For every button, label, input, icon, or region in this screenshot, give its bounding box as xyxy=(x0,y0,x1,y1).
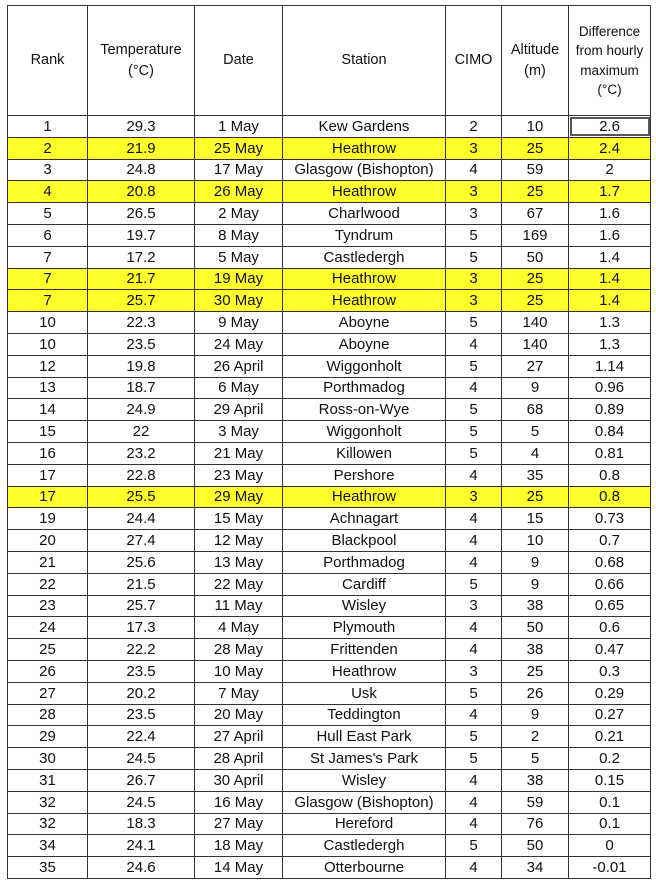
cell-station[interactable]: Porthmadog xyxy=(283,377,446,399)
cell-cimo[interactable]: 5 xyxy=(446,355,502,377)
cell-date[interactable]: 6 May xyxy=(195,377,283,399)
cell-temperature[interactable]: 19.7 xyxy=(88,224,195,246)
cell-difference[interactable]: 0.47 xyxy=(569,639,651,661)
cell-station[interactable]: Tyndrum xyxy=(283,224,446,246)
cell-date[interactable]: 12 May xyxy=(195,530,283,552)
header-temperature[interactable]: Temperature (°C) xyxy=(88,6,195,116)
table-row xyxy=(8,508,651,530)
cell-temperature[interactable]: 17.2 xyxy=(88,246,195,268)
cell-station[interactable]: Aboyne xyxy=(283,333,446,355)
cell-rank[interactable]: 32 xyxy=(8,813,88,835)
cell-date[interactable]: 1 May xyxy=(195,116,283,138)
table-row xyxy=(8,595,651,617)
cell-difference[interactable]: 1.4 xyxy=(569,246,651,268)
cell-station[interactable]: Pershore xyxy=(283,464,446,486)
cell-rank[interactable]: 24 xyxy=(8,617,88,639)
table-row xyxy=(8,290,651,312)
header-difference[interactable]: Difference from hourly maximum (°C) xyxy=(569,6,651,116)
cell-temperature[interactable]: 20.2 xyxy=(88,682,195,704)
table-row xyxy=(8,377,651,399)
table-row xyxy=(8,486,651,508)
cell-difference[interactable]: 0.15 xyxy=(569,769,651,791)
table-row xyxy=(8,333,651,355)
cell-altitude[interactable]: 15 xyxy=(502,508,569,530)
cell-difference[interactable]: 0.27 xyxy=(569,704,651,726)
cell-cimo[interactable]: 3 xyxy=(446,203,502,225)
header-rank[interactable]: Rank xyxy=(8,6,88,116)
cell-difference[interactable]: 0.1 xyxy=(569,791,651,813)
cell-cimo[interactable]: 4 xyxy=(446,551,502,573)
cell-rank[interactable]: 7 xyxy=(8,246,88,268)
header-station[interactable]: Station xyxy=(283,6,446,116)
cell-station[interactable]: Killowen xyxy=(283,442,446,464)
cell-difference[interactable]: 1.3 xyxy=(569,333,651,355)
cell-station[interactable]: Heathrow xyxy=(283,290,446,312)
cell-temperature[interactable]: 21.7 xyxy=(88,268,195,290)
cell-date[interactable]: 30 May xyxy=(195,290,283,312)
cell-station[interactable]: Castledergh xyxy=(283,246,446,268)
cell-cimo[interactable]: 2 xyxy=(446,116,502,138)
table-row xyxy=(8,203,651,225)
cell-rank[interactable]: 19 xyxy=(8,508,88,530)
cell-cimo[interactable]: 3 xyxy=(446,137,502,159)
cell-difference[interactable]: 0.21 xyxy=(569,726,651,748)
cell-cimo[interactable]: 4 xyxy=(446,333,502,355)
cell-difference[interactable]: 1.4 xyxy=(569,290,651,312)
cell-station[interactable]: Aboyne xyxy=(283,312,446,334)
cell-station[interactable]: Heathrow xyxy=(283,486,446,508)
cell-cimo[interactable]: 3 xyxy=(446,181,502,203)
table-row xyxy=(8,791,651,813)
cell-temperature[interactable]: 21.5 xyxy=(88,573,195,595)
cell-altitude[interactable]: 26 xyxy=(502,682,569,704)
cell-temperature[interactable]: 25.5 xyxy=(88,486,195,508)
table-row xyxy=(8,726,651,748)
table-row xyxy=(8,421,651,443)
cell-rank[interactable]: 1 xyxy=(8,116,88,138)
cell-cimo[interactable]: 3 xyxy=(446,290,502,312)
cell-difference[interactable]: 0.29 xyxy=(569,682,651,704)
cell-date[interactable]: 18 May xyxy=(195,835,283,857)
cell-temperature[interactable]: 23.5 xyxy=(88,660,195,682)
cell-rank[interactable]: 29 xyxy=(8,726,88,748)
table-row xyxy=(8,530,651,552)
table-row xyxy=(8,355,651,377)
cell-difference[interactable]: 0.68 xyxy=(569,551,651,573)
cell-altitude[interactable]: 10 xyxy=(502,116,569,138)
cell-date[interactable]: 7 May xyxy=(195,682,283,704)
cell-station[interactable]: Heathrow xyxy=(283,660,446,682)
cell-cimo[interactable]: 4 xyxy=(446,377,502,399)
cell-station[interactable]: Teddington xyxy=(283,704,446,726)
cell-cimo[interactable]: 3 xyxy=(446,486,502,508)
cell-cimo[interactable]: 4 xyxy=(446,704,502,726)
cell-station[interactable]: Achnagart xyxy=(283,508,446,530)
cell-difference[interactable]: 1.6 xyxy=(569,224,651,246)
cell-cimo[interactable]: 4 xyxy=(446,508,502,530)
cell-temperature[interactable]: 24.9 xyxy=(88,399,195,421)
cell-rank[interactable]: 17 xyxy=(8,464,88,486)
cell-station[interactable]: Wisley xyxy=(283,595,446,617)
cell-date[interactable]: 3 May xyxy=(195,421,283,443)
cell-date[interactable]: 24 May xyxy=(195,333,283,355)
table-row xyxy=(8,181,651,203)
cell-altitude[interactable]: 9 xyxy=(502,551,569,573)
table-row xyxy=(8,748,651,770)
cell-station[interactable]: Plymouth xyxy=(283,617,446,639)
cell-altitude[interactable]: 76 xyxy=(502,813,569,835)
cell-cimo[interactable]: 5 xyxy=(446,312,502,334)
table-row xyxy=(8,268,651,290)
cell-cimo[interactable]: 5 xyxy=(446,421,502,443)
cell-cimo[interactable]: 4 xyxy=(446,791,502,813)
table-row xyxy=(8,116,651,138)
cell-station[interactable]: Wiggonholt xyxy=(283,355,446,377)
table-row xyxy=(8,224,651,246)
cell-altitude[interactable]: 27 xyxy=(502,355,569,377)
cell-rank[interactable]: 7 xyxy=(8,290,88,312)
cell-cimo[interactable]: 5 xyxy=(446,399,502,421)
cell-altitude[interactable]: 9 xyxy=(502,573,569,595)
cell-difference[interactable]: 0 xyxy=(569,835,651,857)
cell-cimo[interactable]: 3 xyxy=(446,268,502,290)
cell-rank[interactable]: 15 xyxy=(8,421,88,443)
table-row xyxy=(8,399,651,421)
table-row xyxy=(8,617,651,639)
cell-temperature[interactable]: 21.9 xyxy=(88,137,195,159)
cell-cimo[interactable]: 4 xyxy=(446,159,502,181)
table-row xyxy=(8,835,651,857)
cell-altitude[interactable]: 2 xyxy=(502,726,569,748)
table-row xyxy=(8,246,651,268)
cell-temperature[interactable]: 22.4 xyxy=(88,726,195,748)
cell-difference[interactable]: 0.3 xyxy=(569,660,651,682)
cell-rank[interactable]: 21 xyxy=(8,551,88,573)
header-date[interactable]: Date xyxy=(195,6,283,116)
cell-station[interactable]: Glasgow (Bishopton) xyxy=(283,791,446,813)
cell-temperature[interactable]: 24.4 xyxy=(88,508,195,530)
cell-altitude[interactable]: 59 xyxy=(502,159,569,181)
cell-date[interactable]: 2 May xyxy=(195,203,283,225)
cell-temperature[interactable]: 17.3 xyxy=(88,617,195,639)
cell-rank[interactable]: 23 xyxy=(8,595,88,617)
cell-rank[interactable]: 4 xyxy=(8,181,88,203)
cell-cimo[interactable]: 4 xyxy=(446,639,502,661)
cell-altitude[interactable]: 50 xyxy=(502,246,569,268)
cell-station[interactable]: Heathrow xyxy=(283,181,446,203)
table-row xyxy=(8,159,651,181)
cell-altitude[interactable]: 25 xyxy=(502,290,569,312)
cell-altitude[interactable]: 59 xyxy=(502,791,569,813)
cell-date[interactable]: 30 April xyxy=(195,769,283,791)
cell-difference[interactable]: 0.73 xyxy=(569,508,651,530)
cell-temperature[interactable]: 18.3 xyxy=(88,813,195,835)
table-row xyxy=(8,769,651,791)
table-row xyxy=(8,312,651,334)
cell-rank[interactable]: 27 xyxy=(8,682,88,704)
cell-temperature[interactable]: 24.5 xyxy=(88,791,195,813)
cell-altitude[interactable]: 25 xyxy=(502,181,569,203)
cell-difference[interactable]: 2.6 xyxy=(569,116,651,138)
cell-difference[interactable]: 0.66 xyxy=(569,573,651,595)
cell-station[interactable]: Ross-on-Wye xyxy=(283,399,446,421)
cell-altitude[interactable]: 25 xyxy=(502,660,569,682)
cell-rank[interactable]: 34 xyxy=(8,835,88,857)
cell-temperature[interactable]: 23.2 xyxy=(88,442,195,464)
cell-station[interactable]: Hereford xyxy=(283,813,446,835)
cell-rank[interactable]: 3 xyxy=(8,159,88,181)
table-row xyxy=(8,442,651,464)
cell-cimo[interactable]: 5 xyxy=(446,748,502,770)
cell-altitude[interactable]: 169 xyxy=(502,224,569,246)
cell-temperature[interactable]: 24.6 xyxy=(88,857,195,879)
cell-date[interactable]: 29 April xyxy=(195,399,283,421)
cell-cimo[interactable]: 5 xyxy=(446,442,502,464)
cell-altitude[interactable]: 25 xyxy=(502,268,569,290)
cell-date[interactable]: 9 May xyxy=(195,312,283,334)
cell-station[interactable]: Heathrow xyxy=(283,268,446,290)
cell-altitude[interactable]: 25 xyxy=(502,486,569,508)
cell-altitude[interactable]: 140 xyxy=(502,333,569,355)
cell-date[interactable]: 27 April xyxy=(195,726,283,748)
cell-altitude[interactable]: 5 xyxy=(502,748,569,770)
cell-temperature[interactable]: 29.3 xyxy=(88,116,195,138)
cell-date[interactable]: 13 May xyxy=(195,551,283,573)
cell-difference[interactable]: 1.4 xyxy=(569,268,651,290)
cell-date[interactable]: 16 May xyxy=(195,791,283,813)
cell-station[interactable]: Frittenden xyxy=(283,639,446,661)
temperature-ranking-table xyxy=(7,5,651,879)
cell-difference[interactable]: 0.6 xyxy=(569,617,651,639)
cell-rank[interactable]: 17 xyxy=(8,486,88,508)
cell-date[interactable]: 28 May xyxy=(195,639,283,661)
header-altitude[interactable]: Altitude (m) xyxy=(502,6,569,116)
cell-station[interactable]: Cardiff xyxy=(283,573,446,595)
cell-altitude[interactable]: 9 xyxy=(502,704,569,726)
table-row xyxy=(8,660,651,682)
cell-date[interactable]: 19 May xyxy=(195,268,283,290)
cell-temperature[interactable]: 18.7 xyxy=(88,377,195,399)
cell-temperature[interactable]: 24.8 xyxy=(88,159,195,181)
cell-station[interactable]: Heathrow xyxy=(283,137,446,159)
cell-date[interactable]: 23 May xyxy=(195,464,283,486)
cell-date[interactable]: 22 May xyxy=(195,573,283,595)
cell-station[interactable]: Kew Gardens xyxy=(283,116,446,138)
table-row xyxy=(8,682,651,704)
header-cimo[interactable]: CIMO xyxy=(446,6,502,116)
cell-date[interactable]: 27 May xyxy=(195,813,283,835)
cell-rank[interactable]: 12 xyxy=(8,355,88,377)
cell-rank[interactable]: 31 xyxy=(8,769,88,791)
cell-difference[interactable]: 2 xyxy=(569,159,651,181)
cell-difference[interactable]: 0.8 xyxy=(569,486,651,508)
cell-cimo[interactable]: 4 xyxy=(446,530,502,552)
cell-station[interactable]: Blackpool xyxy=(283,530,446,552)
cell-rank[interactable]: 25 xyxy=(8,639,88,661)
cell-rank[interactable]: 20 xyxy=(8,530,88,552)
cell-temperature[interactable]: 25.6 xyxy=(88,551,195,573)
cell-rank[interactable]: 35 xyxy=(8,857,88,879)
cell-station[interactable]: Charlwood xyxy=(283,203,446,225)
cell-temperature[interactable]: 26.7 xyxy=(88,769,195,791)
table-row xyxy=(8,464,651,486)
cell-rank[interactable]: 16 xyxy=(8,442,88,464)
cell-difference[interactable]: 1.14 xyxy=(569,355,651,377)
cell-difference[interactable]: 0.8 xyxy=(569,464,651,486)
cell-temperature[interactable]: 23.5 xyxy=(88,333,195,355)
cell-rank[interactable]: 30 xyxy=(8,748,88,770)
cell-cimo[interactable]: 5 xyxy=(446,246,502,268)
cell-altitude[interactable]: 68 xyxy=(502,399,569,421)
cell-difference[interactable]: 1.3 xyxy=(569,312,651,334)
cell-difference[interactable]: 2.4 xyxy=(569,137,651,159)
cell-temperature[interactable]: 22.3 xyxy=(88,312,195,334)
cell-cimo[interactable]: 5 xyxy=(446,726,502,748)
cell-date[interactable]: 4 May xyxy=(195,617,283,639)
cell-cimo[interactable]: 5 xyxy=(446,224,502,246)
cell-cimo[interactable]: 4 xyxy=(446,813,502,835)
cell-cimo[interactable]: 4 xyxy=(446,769,502,791)
cell-date[interactable]: 14 May xyxy=(195,857,283,879)
cell-station[interactable]: Wisley xyxy=(283,769,446,791)
cell-temperature[interactable]: 24.5 xyxy=(88,748,195,770)
table-row xyxy=(8,137,651,159)
cell-rank[interactable]: 5 xyxy=(8,203,88,225)
cell-temperature[interactable]: 27.4 xyxy=(88,530,195,552)
cell-altitude[interactable]: 50 xyxy=(502,617,569,639)
cell-date[interactable]: 21 May xyxy=(195,442,283,464)
cell-difference[interactable]: 0.1 xyxy=(569,813,651,835)
header-row xyxy=(8,6,651,116)
spreadsheet-table-container xyxy=(7,5,651,879)
cell-cimo[interactable]: 4 xyxy=(446,617,502,639)
cell-altitude[interactable]: 25 xyxy=(502,137,569,159)
cell-altitude[interactable]: 5 xyxy=(502,421,569,443)
cell-altitude[interactable]: 38 xyxy=(502,769,569,791)
cell-rank[interactable]: 26 xyxy=(8,660,88,682)
cell-difference[interactable]: 1.7 xyxy=(569,181,651,203)
cell-rank[interactable]: 14 xyxy=(8,399,88,421)
table-row xyxy=(8,551,651,573)
cell-altitude[interactable]: 34 xyxy=(502,857,569,879)
cell-temperature[interactable]: 25.7 xyxy=(88,290,195,312)
table-body xyxy=(8,116,651,879)
cell-difference[interactable]: 0.65 xyxy=(569,595,651,617)
cell-altitude[interactable]: 38 xyxy=(502,595,569,617)
cell-date[interactable]: 17 May xyxy=(195,159,283,181)
cell-date[interactable]: 11 May xyxy=(195,595,283,617)
cell-station[interactable]: Hull East Park xyxy=(283,726,446,748)
table-row xyxy=(8,813,651,835)
cell-date[interactable]: 28 April xyxy=(195,748,283,770)
cell-station[interactable]: Wiggonholt xyxy=(283,421,446,443)
cell-station[interactable]: Otterbourne xyxy=(283,857,446,879)
cell-temperature[interactable]: 26.5 xyxy=(88,203,195,225)
cell-date[interactable]: 25 May xyxy=(195,137,283,159)
cell-date[interactable]: 20 May xyxy=(195,704,283,726)
cell-rank[interactable]: 10 xyxy=(8,312,88,334)
cell-altitude[interactable]: 67 xyxy=(502,203,569,225)
table-row xyxy=(8,639,651,661)
cell-date[interactable]: 26 May xyxy=(195,181,283,203)
cell-cimo[interactable]: 4 xyxy=(446,857,502,879)
cell-altitude[interactable]: 38 xyxy=(502,639,569,661)
cell-temperature[interactable]: 24.1 xyxy=(88,835,195,857)
cell-rank[interactable]: 2 xyxy=(8,137,88,159)
cell-altitude[interactable]: 9 xyxy=(502,377,569,399)
cell-difference[interactable]: 0.84 xyxy=(569,421,651,443)
table-row xyxy=(8,857,651,879)
cell-cimo[interactable]: 3 xyxy=(446,595,502,617)
cell-temperature[interactable]: 23.5 xyxy=(88,704,195,726)
cell-temperature[interactable]: 22.2 xyxy=(88,639,195,661)
cell-difference[interactable]: 0.89 xyxy=(569,399,651,421)
cell-difference[interactable]: 1.6 xyxy=(569,203,651,225)
cell-temperature[interactable]: 19.8 xyxy=(88,355,195,377)
cell-difference[interactable]: 0.96 xyxy=(569,377,651,399)
cell-altitude[interactable]: 10 xyxy=(502,530,569,552)
cell-difference[interactable]: -0.01 xyxy=(569,857,651,879)
cell-station[interactable]: St James's Park xyxy=(283,748,446,770)
cell-date[interactable]: 5 May xyxy=(195,246,283,268)
cell-cimo[interactable]: 5 xyxy=(446,835,502,857)
cell-rank[interactable]: 13 xyxy=(8,377,88,399)
cell-cimo[interactable]: 5 xyxy=(446,682,502,704)
cell-altitude[interactable]: 140 xyxy=(502,312,569,334)
cell-station[interactable]: Castledergh xyxy=(283,835,446,857)
cell-station[interactable]: Porthmadog xyxy=(283,551,446,573)
cell-difference[interactable]: 0.81 xyxy=(569,442,651,464)
cell-date[interactable]: 29 May xyxy=(195,486,283,508)
cell-temperature[interactable]: 22.8 xyxy=(88,464,195,486)
cell-station[interactable]: Usk xyxy=(283,682,446,704)
cell-date[interactable]: 15 May xyxy=(195,508,283,530)
cell-difference[interactable]: 0.7 xyxy=(569,530,651,552)
cell-cimo[interactable]: 3 xyxy=(446,660,502,682)
cell-rank[interactable]: 22 xyxy=(8,573,88,595)
cell-altitude[interactable]: 35 xyxy=(502,464,569,486)
cell-rank[interactable]: 32 xyxy=(8,791,88,813)
cell-altitude[interactable]: 50 xyxy=(502,835,569,857)
cell-rank[interactable]: 6 xyxy=(8,224,88,246)
cell-temperature[interactable]: 22 xyxy=(88,421,195,443)
cell-temperature[interactable]: 25.7 xyxy=(88,595,195,617)
table-row xyxy=(8,704,651,726)
cell-rank[interactable]: 7 xyxy=(8,268,88,290)
cell-date[interactable]: 10 May xyxy=(195,660,283,682)
cell-cimo[interactable]: 5 xyxy=(446,573,502,595)
cell-rank[interactable]: 10 xyxy=(8,333,88,355)
cell-altitude[interactable]: 4 xyxy=(502,442,569,464)
cell-temperature[interactable]: 20.8 xyxy=(88,181,195,203)
cell-cimo[interactable]: 4 xyxy=(446,464,502,486)
cell-date[interactable]: 8 May xyxy=(195,224,283,246)
cell-station[interactable]: Glasgow (Bishopton) xyxy=(283,159,446,181)
table-row xyxy=(8,573,651,595)
cell-rank[interactable]: 28 xyxy=(8,704,88,726)
cell-difference[interactable]: 0.2 xyxy=(569,748,651,770)
cell-date[interactable]: 26 April xyxy=(195,355,283,377)
